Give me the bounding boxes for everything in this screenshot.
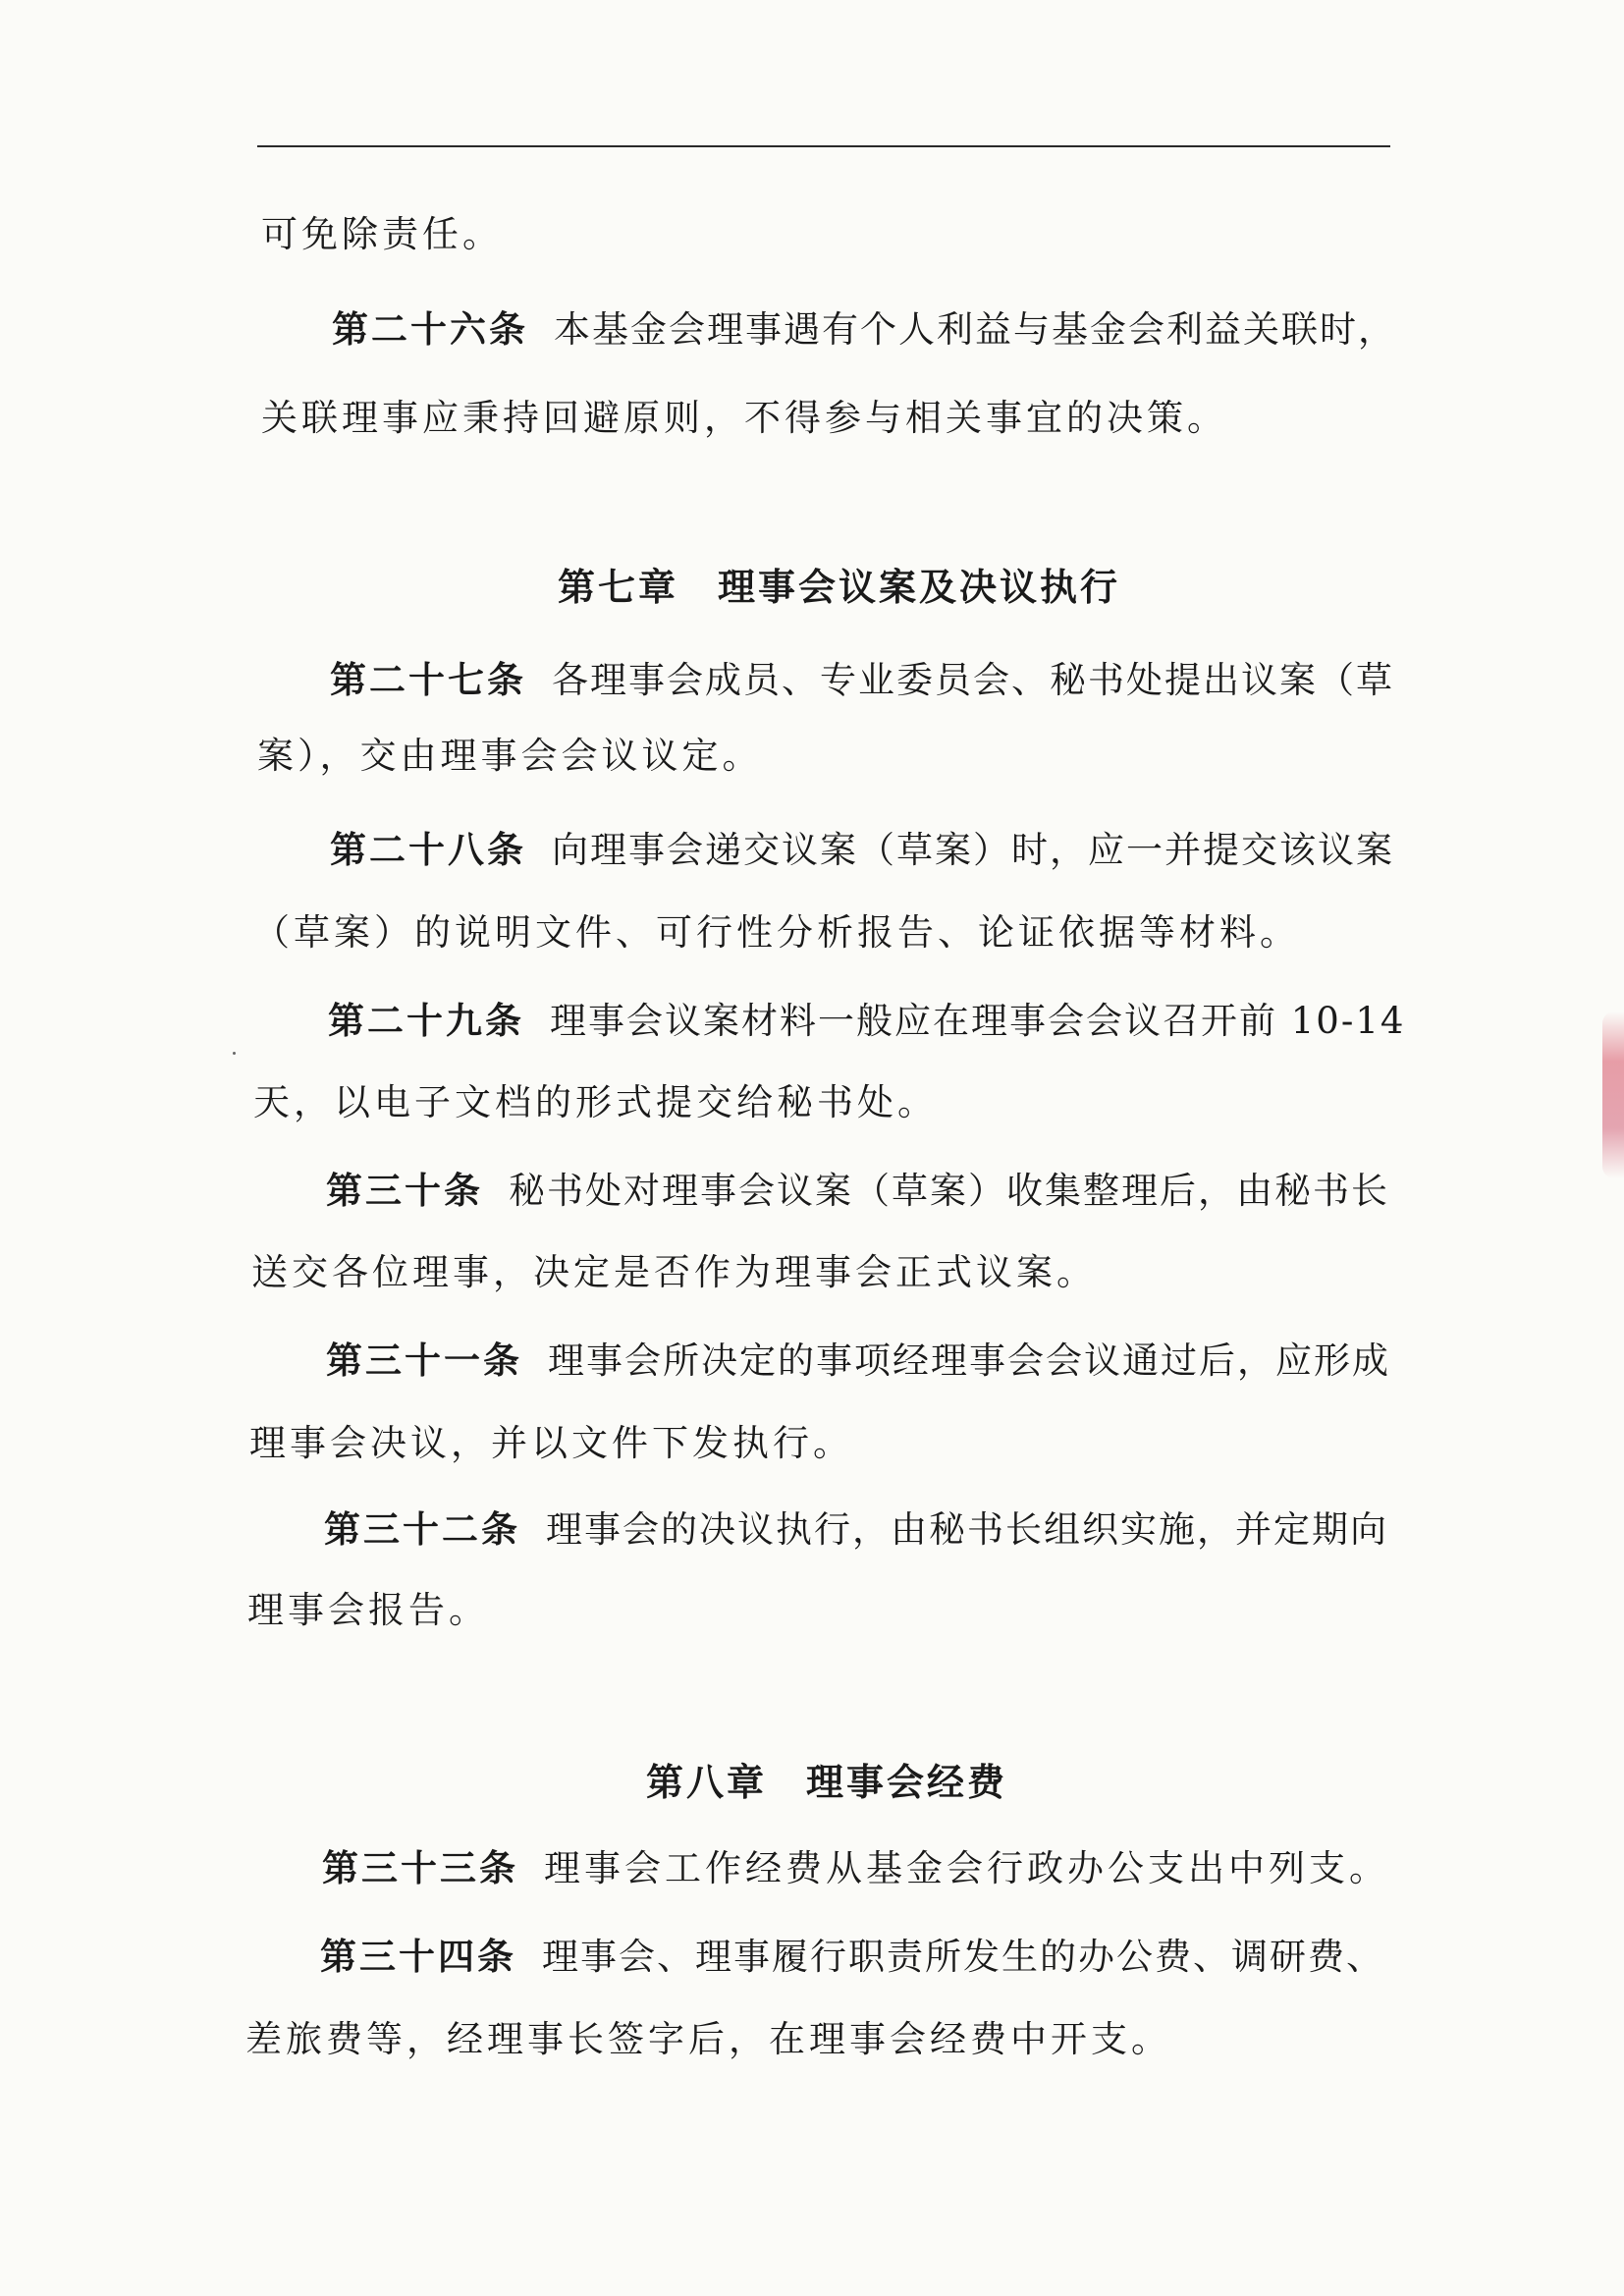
- article-33-head: 第三十三条: [322, 1846, 518, 1889]
- chapter-7-title: 理事会议案及决议执行: [718, 565, 1121, 609]
- article-28-head: 第二十八条: [330, 828, 526, 871]
- article-29-head: 第二十九条: [328, 999, 524, 1042]
- article-29-line-2: 天，以电子文档的形式提交给秘书处。: [253, 1081, 938, 1123]
- article-32-line-2: 理事会报告。: [247, 1589, 489, 1631]
- seal-edge: [1602, 1011, 1624, 1178]
- article-30-line-2: 送交各位理事，决定是否作为理事会正式议案。: [251, 1251, 1097, 1293]
- article-26-text-1: 本基金会理事遇有个人利益与基金会利益关联时，: [554, 308, 1396, 351]
- article-28-text-1: 向理事会递交议案（草案）时，应一并提交该议案: [552, 829, 1394, 871]
- continuation-text: 可免除责任。: [261, 213, 503, 255]
- chapter-7-heading: [558, 565, 1120, 610]
- article-30-text-1: 秘书处对理事会议案（草案）收集整理后，由秘书长: [509, 1170, 1389, 1212]
- chapter-7-number: 第七章: [558, 565, 679, 609]
- article-32-head: 第三十二条: [324, 1507, 520, 1551]
- article-34-line-1: [320, 1935, 1384, 1979]
- article-32-line-1: [324, 1507, 1388, 1552]
- article-27-line-1: [330, 658, 1394, 702]
- article-27-line-2: 案），交由理事会会议议定。: [257, 735, 763, 777]
- chapter-8-title: 理事会经费: [806, 1760, 1008, 1804]
- article-28-line-1: [330, 828, 1394, 872]
- article-29-line-1: [328, 999, 1406, 1043]
- article-29-text-1: 理事会议案材料一般应在理事会会议召开前 10-14: [550, 1000, 1406, 1042]
- article-31-head: 第三十一条: [326, 1339, 522, 1382]
- article-33-line-1: [322, 1846, 1389, 1890]
- article-28-line-2: （草案）的说明文件、可行性分析报告、论证依据等材料。: [253, 911, 1300, 954]
- article-34-line-2: 差旅费等，经理事长签字后，在理事会经费中开支。: [245, 2018, 1171, 2060]
- article-26-line-1: [332, 307, 1396, 352]
- article-27-head: 第二十七条: [330, 658, 526, 701]
- article-34-head: 第三十四条: [320, 1935, 516, 1978]
- article-30-head: 第三十条: [326, 1169, 483, 1212]
- article-34-text-1: 理事会、理事履行职责所发生的办公费、调研费、: [542, 1936, 1384, 1978]
- article-32-text-1: 理事会的决议执行，由秘书长组织实施，并定期向: [546, 1508, 1388, 1551]
- article-27-text-1: 各理事会成员、专业委员会、秘书处提出议案（草: [552, 659, 1394, 701]
- article-33-text-1: 理事会工作经费从基金会行政办公支出中列支。: [544, 1847, 1389, 1889]
- article-31-line-1: [326, 1339, 1390, 1383]
- article-26-head: 第二十六条: [332, 307, 528, 351]
- header-rule: [257, 145, 1390, 147]
- scan-speck: [233, 1052, 236, 1055]
- article-30-line-1: [326, 1169, 1389, 1213]
- chapter-8-number: 第八章: [646, 1760, 768, 1804]
- chapter-8-heading: [646, 1760, 1007, 1805]
- article-31-text-1: 理事会所决定的事项经理事会会议通过后，应形成: [548, 1339, 1390, 1382]
- article-31-line-2: 理事会决议，并以文件下发执行。: [249, 1422, 853, 1464]
- article-26-line-2: 关联理事应秉持回避原则，不得参与相关事宜的决策。: [261, 397, 1227, 439]
